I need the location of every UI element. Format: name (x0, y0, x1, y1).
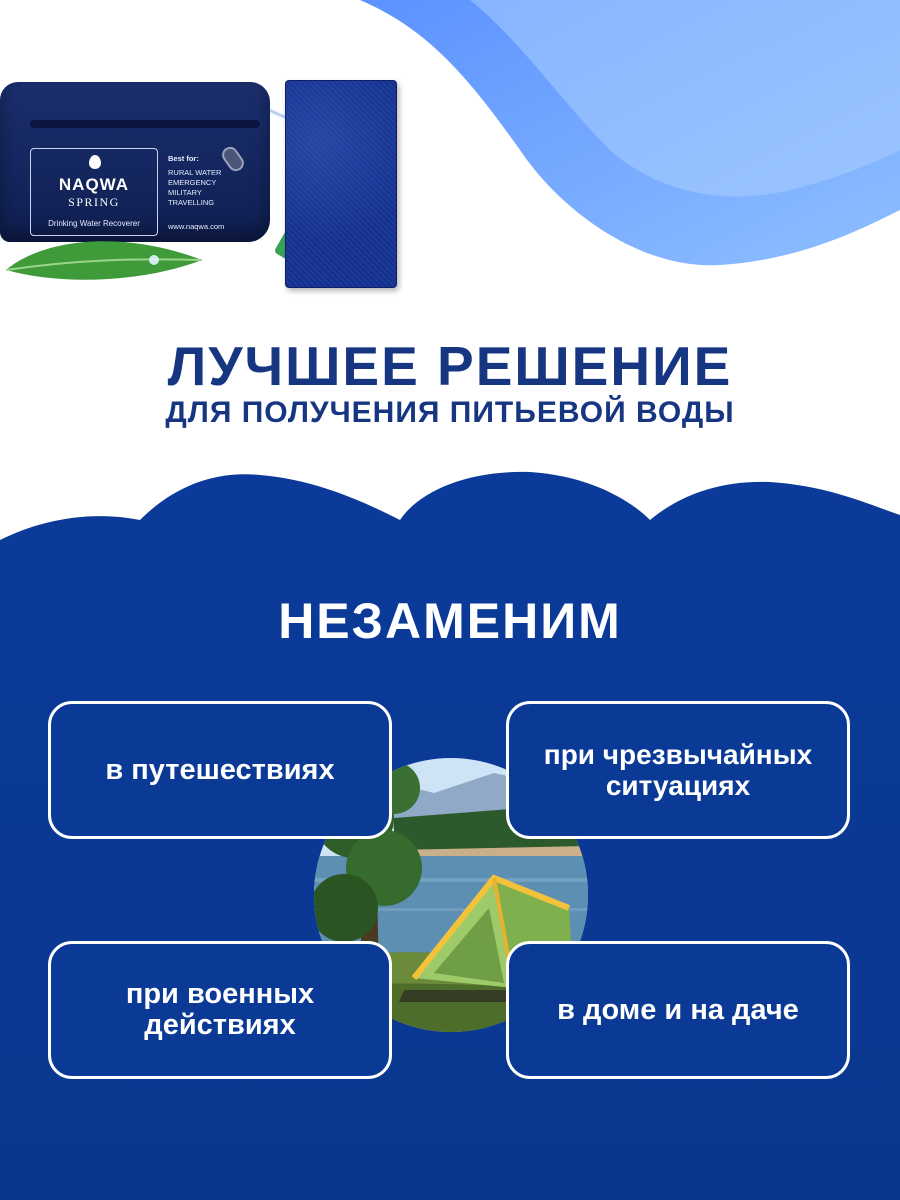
brand-caption: Drinking Water Recoverer (48, 219, 140, 228)
page-subtitle: ДЛЯ ПОЛУЧЕНИЯ ПИТЬЕВОЙ ВОДЫ (165, 396, 735, 429)
best-for-list (168, 154, 263, 208)
page-title: ЛУЧШЕЕ РЕШЕНИЕ (167, 335, 733, 397)
use-case-emergency (506, 701, 850, 839)
use-case-label: в доме и на даче (557, 993, 799, 1026)
best-for-item: TRAVELLING (168, 198, 215, 207)
use-case-label: при чрезвычайных ситуациях (543, 739, 813, 801)
leaf-icon (4, 230, 204, 286)
use-case-military (48, 941, 392, 1079)
bag-label (30, 148, 158, 236)
section-title: НЕЗАМЕНИМ (278, 593, 622, 649)
use-case-home (506, 941, 850, 1079)
best-for-label: Best for: (168, 154, 199, 163)
product-image (0, 38, 420, 268)
best-for-item: RURAL WATER (168, 168, 222, 177)
best-for-item: MILITARY (168, 188, 202, 197)
brand-name: NAQWA (58, 175, 130, 194)
use-case-label: в путешествиях (105, 753, 335, 786)
best-for-item: EMERGENCY (168, 178, 217, 187)
website-text: www.naqwa.com (168, 222, 225, 231)
use-case-travel (48, 701, 392, 839)
water-bag (0, 82, 270, 242)
use-case-label: при военных действиях (125, 978, 315, 1041)
bag-zipper (30, 120, 260, 128)
brand-sub: SPRING (68, 195, 120, 209)
collector-pad (285, 80, 397, 288)
water-drop-icon (89, 155, 101, 169)
